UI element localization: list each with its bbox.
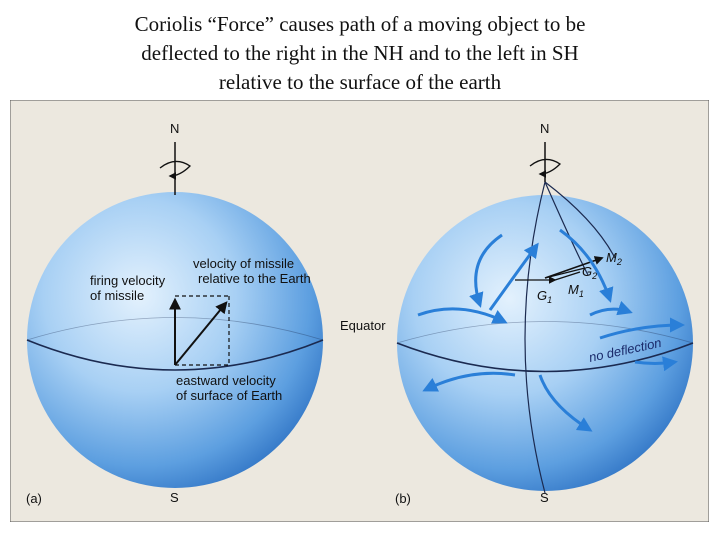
south-label-a: S bbox=[170, 490, 179, 505]
south-label-b: S bbox=[540, 490, 549, 505]
title-line-3: relative to the surface of the earth bbox=[218, 70, 502, 94]
north-label-b: N bbox=[540, 121, 550, 136]
slide-title bbox=[0, 10, 720, 97]
firing-velocity-label: firing velocity of missile bbox=[90, 273, 166, 303]
panel-label-b: (b) bbox=[395, 491, 411, 506]
no-deflection-label: no deflection bbox=[587, 334, 663, 365]
coriolis-figure bbox=[10, 100, 709, 522]
north-label-a: N bbox=[170, 121, 180, 136]
title-line-1: Coriolis “Force” causes path of a moving object to be bbox=[134, 12, 586, 36]
m2-label: $M_2$ bbox=[606, 250, 622, 267]
eastward-velocity-label: eastward velocity of surface of Earth bbox=[176, 373, 283, 403]
g1-label: $G_1$ bbox=[537, 288, 553, 305]
title-line-2: deflected to the right in the NH and to the left in SH bbox=[141, 41, 579, 65]
relative-velocity-label: velocity of missile relative to the Earth bbox=[193, 256, 311, 286]
g2-label: $G_2$ bbox=[582, 264, 598, 281]
sh-deflection-arrow-right bbox=[635, 362, 675, 364]
panel-label-a: (a) bbox=[26, 491, 42, 506]
equator-label: Equator bbox=[340, 318, 386, 333]
m1-label: $M_1$ bbox=[568, 282, 584, 299]
